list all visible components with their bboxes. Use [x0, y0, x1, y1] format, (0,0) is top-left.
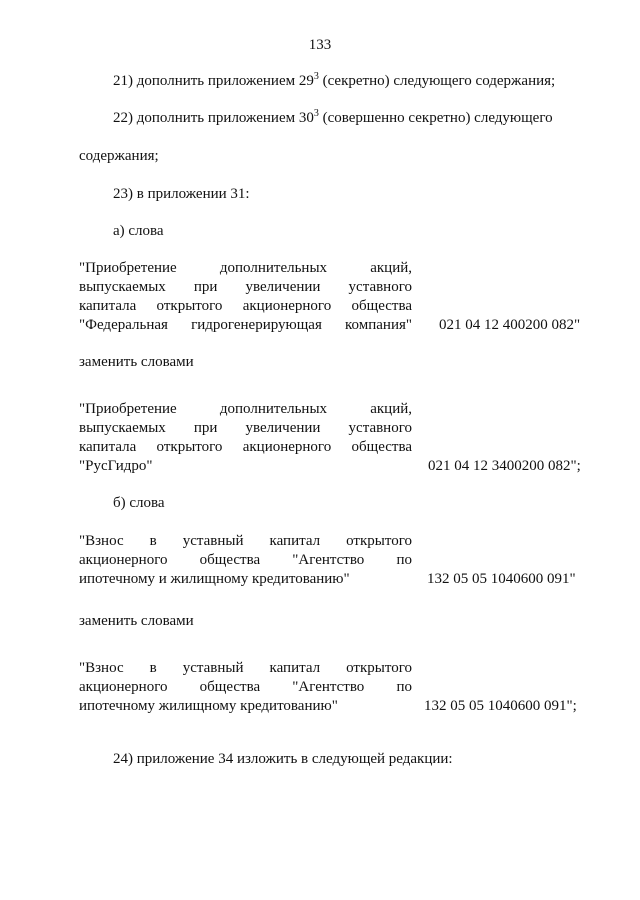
entry-line: "Приобретение дополнительных акций,: [79, 401, 412, 417]
paragraph-22-continuation: содержания;: [79, 148, 159, 164]
replace-with-2: заменить словами: [79, 613, 194, 629]
entry-line: ипотечному жилищному кредитованию": [79, 698, 338, 714]
entry-line: "Взнос в уставный капитал открытого: [79, 533, 412, 549]
paragraph-22-text: 22) дополнить приложением 30: [113, 110, 314, 126]
entry-line: ипотечному и жилищному кредитованию": [79, 571, 350, 587]
entry-line: "Приобретение дополнительных акций,: [79, 260, 412, 276]
paragraph-22: [113, 109, 553, 127]
entry-line: "РусГидро": [79, 458, 153, 474]
page-number: 133: [308, 37, 332, 53]
entry-1-code: 021 04 12 400200 082": [439, 317, 581, 333]
replace-with-1: заменить словами: [79, 354, 194, 370]
entry-2-text: [79, 400, 412, 476]
paragraph-23: 23) в приложении 31:: [113, 186, 250, 202]
paragraph-21-superscript: 3: [313, 71, 319, 82]
entry-line: акционерного общества "Агентство по: [79, 679, 412, 695]
subparagraph-a: а) слова: [113, 223, 164, 239]
paragraph-24: 24) приложение 34 изложить в следующей редакции:: [113, 751, 453, 767]
entry-line: "Федеральная гидрогенерирующая компания": [79, 317, 412, 333]
entry-line: акционерного общества "Агентство по: [79, 552, 412, 568]
paragraph-22-tail: (совершенно секретно) следующего: [318, 110, 553, 126]
paragraph-21-tail: (секретно) следующего содержания;: [318, 73, 556, 89]
entry-line: выпускаемых при увеличении уставного: [79, 279, 412, 295]
entry-1-text: [79, 259, 412, 335]
entry-4-text: [79, 659, 412, 716]
entry-line: выпускаемых при увеличении уставного: [79, 420, 412, 436]
entry-3-text: [79, 532, 412, 589]
entry-line: капитала открытого акционерного общества: [79, 439, 412, 455]
entry-line: "Взнос в уставный капитал открытого: [79, 660, 412, 676]
entry-2-code: 021 04 12 3400200 082";: [428, 458, 581, 474]
subparagraph-b: б) слова: [113, 495, 165, 511]
paragraph-22-superscript: 3: [313, 108, 319, 119]
paragraph-21: [113, 72, 555, 90]
entry-4-code: 132 05 05 1040600 091";: [424, 698, 577, 714]
entry-line: капитала открытого акционерного общества: [79, 298, 412, 314]
paragraph-21-text: 21) дополнить приложением 29: [113, 73, 314, 89]
entry-3-code: 132 05 05 1040600 091": [427, 571, 576, 587]
